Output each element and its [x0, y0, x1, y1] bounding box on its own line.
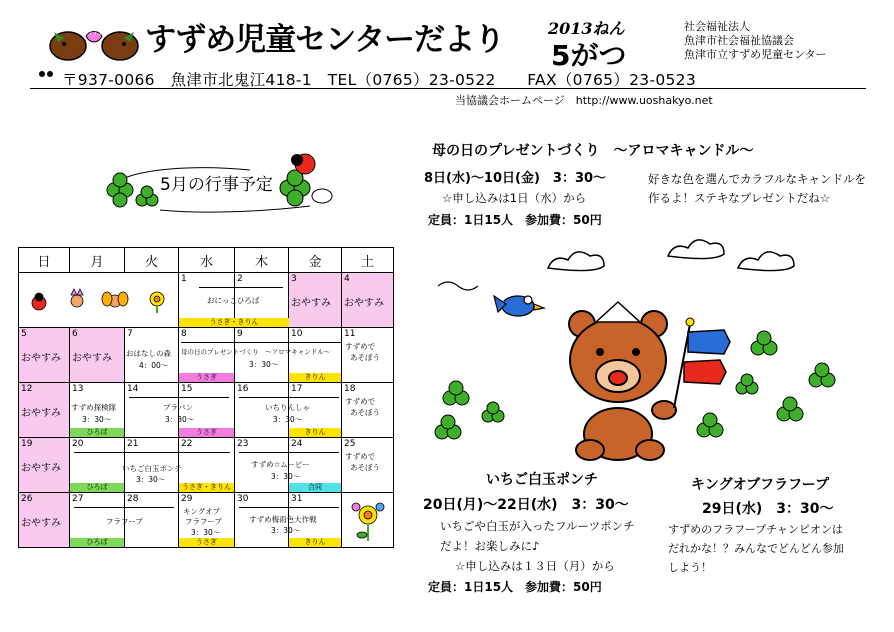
- event-desc-mothers-day: [648, 170, 866, 208]
- class-tag: うさぎ: [179, 373, 234, 382]
- day-number: 24: [291, 439, 303, 449]
- calendar-day[interactable]: [125, 328, 179, 383]
- event-label: いちご白玉ポンチ: [122, 464, 182, 473]
- class-tag: きりん: [289, 373, 341, 382]
- event-desc-line: 作るよ！ステキなプレゼントだね☆: [648, 191, 831, 205]
- holiday-label: おやすみ: [21, 408, 61, 419]
- day-number: 18: [344, 384, 356, 394]
- day-number: 27: [72, 494, 84, 504]
- weekday-header: 月: [70, 248, 125, 273]
- day-number: 19: [21, 439, 33, 449]
- holiday-label: おやすみ: [344, 298, 384, 309]
- calendar-day-holiday[interactable]: [342, 273, 394, 328]
- day-number: 2: [237, 274, 243, 284]
- calendar-day[interactable]: [289, 493, 342, 548]
- event-title-king: キングオブフラフープ: [691, 477, 830, 493]
- calendar-week: [19, 273, 394, 328]
- weekday-header: 水: [179, 248, 235, 273]
- event-time: 3：30～: [165, 415, 195, 424]
- event-title-ichigo: いちご白玉ポンチ: [486, 472, 598, 488]
- calendar-cell-empty: [342, 493, 394, 548]
- calendar-day[interactable]: [235, 328, 289, 383]
- calendar-day-holiday[interactable]: [70, 328, 125, 383]
- day-number: 7: [127, 329, 133, 339]
- day-number: 28: [127, 494, 139, 504]
- calendar-day[interactable]: [70, 383, 125, 438]
- org-line: 社会福祉法人: [684, 20, 750, 33]
- calendar-day[interactable]: [179, 273, 260, 328]
- sparrow-logo-icon: [46, 22, 142, 66]
- event-time: 4：00～: [139, 361, 169, 370]
- event-label: すずめで: [345, 342, 376, 351]
- weekday-header: 木: [235, 248, 289, 273]
- event-label: すずめで: [345, 452, 376, 461]
- calendar-day[interactable]: [289, 438, 342, 493]
- day-number: 22: [181, 439, 193, 449]
- event-date-ichigo: 20日(月)～22日(水) 3：30～: [423, 497, 629, 513]
- event-desc-line: 好きな色を選んでカラフルなキャンドルを: [648, 172, 867, 186]
- day-number: 13: [72, 384, 84, 394]
- calendar-day[interactable]: [342, 383, 394, 438]
- day-number: 12: [21, 384, 33, 394]
- event-label: あそぼう: [350, 353, 380, 362]
- calendar-week: [19, 328, 394, 383]
- holiday-label: おやすみ: [21, 463, 61, 474]
- holiday-label: おやすみ: [72, 353, 112, 364]
- calendar-day-holiday[interactable]: [19, 383, 70, 438]
- day-number: 10: [291, 329, 303, 339]
- event-label: おはなしの森: [126, 349, 171, 358]
- event-time: 3：30～: [271, 472, 301, 481]
- bear-carp-streamer-illustration: [428, 238, 868, 464]
- header-divider: [30, 88, 866, 89]
- calendar-day-holiday[interactable]: [19, 493, 70, 548]
- event-time: 3：30～: [82, 415, 112, 424]
- weekday-header: 金: [289, 248, 342, 273]
- calendar-day-holiday[interactable]: [19, 328, 70, 383]
- event-label: あそぼう: [350, 463, 380, 472]
- calendar-day[interactable]: [289, 328, 342, 383]
- holiday-label: おやすみ: [291, 298, 331, 309]
- event-label: すずめ梅雨色大作戦: [249, 515, 317, 524]
- calendar-day-holiday[interactable]: [289, 273, 342, 328]
- calendar-day[interactable]: [179, 493, 235, 548]
- event-desc-king: [668, 520, 844, 577]
- class-tag: ひろば: [70, 428, 124, 437]
- class-tag: ひろば: [70, 483, 124, 492]
- event-time: 3：30～: [271, 526, 301, 535]
- calendar-day-holiday[interactable]: [19, 438, 70, 493]
- event-label: すずめ☆ムービー: [251, 460, 310, 469]
- day-number: 30: [237, 494, 249, 504]
- event-desc-line: すずめのフラフープチャンピオンは: [668, 523, 843, 536]
- calendar-day[interactable]: [125, 493, 179, 548]
- day-number: 25: [344, 439, 356, 449]
- calendar-week: [19, 438, 394, 493]
- day-number: 16: [237, 384, 249, 394]
- calendar-day[interactable]: [125, 438, 179, 493]
- calendar-day[interactable]: [235, 273, 289, 328]
- event-date-mothers-day: 8日(水)～10日(金) 3：30～: [424, 171, 607, 186]
- class-tag: うさぎ: [179, 428, 234, 437]
- calendar-cell-empty: [19, 273, 179, 328]
- weekday-header: 火: [125, 248, 179, 273]
- class-tag: 合同: [289, 483, 341, 492]
- event-time: 3：30～: [249, 360, 279, 369]
- event-time: 3：30～: [273, 415, 303, 424]
- event-time: 3：30～: [191, 528, 221, 537]
- kids-illustration: [19, 273, 179, 327]
- dots-decoration: [36, 64, 56, 84]
- day-number: 14: [127, 384, 139, 394]
- day-number: 8: [181, 329, 187, 339]
- calendar-day[interactable]: [342, 328, 394, 383]
- schedule-title: 5月の行事予定: [160, 175, 273, 195]
- event-limit-ichigo: 定員：1日15人 参加費：50円: [428, 580, 602, 594]
- event-label: いちりんしゃ: [265, 403, 310, 412]
- class-tag: きりん: [289, 538, 341, 547]
- event-label: 母の日のプレゼントづくり ～アロマキャンドル～: [181, 348, 331, 356]
- class-tag: きりん: [289, 428, 341, 437]
- org-line: 魚津市立すずめ児童センター: [684, 48, 827, 61]
- day-number: 6: [72, 329, 78, 339]
- day-number: 11: [344, 329, 356, 339]
- calendar-week: [19, 493, 394, 548]
- calendar-day[interactable]: [179, 438, 235, 493]
- class-tag: うさぎ: [179, 538, 234, 547]
- day-number: 21: [127, 439, 139, 449]
- newsletter-title: すずめ児童センターだより: [145, 22, 505, 58]
- weekday-header: 土: [342, 248, 394, 273]
- class-tag: うさぎ・きりん: [179, 318, 289, 327]
- event-desc-line: しよう！: [668, 561, 712, 574]
- weekday-header-row: [19, 248, 394, 273]
- contact-address: 〒937-0066 魚津市北鬼江418-1 TEL（0765）23-0522 FAX（0765）23-0523: [62, 71, 696, 89]
- day-number: 15: [181, 384, 193, 394]
- class-tag: うさぎ・きりん: [179, 483, 234, 492]
- day-number: 29: [181, 494, 193, 504]
- org-line: 魚津市社会福祉協議会: [684, 34, 794, 47]
- issue-year: 2013ねん: [548, 19, 625, 38]
- calendar-day[interactable]: [179, 383, 235, 438]
- day-number: 1: [181, 274, 187, 284]
- day-number: 9: [237, 329, 243, 339]
- holiday-label: おやすみ: [21, 518, 61, 529]
- weekday-header: 日: [19, 248, 70, 273]
- event-label: プラバン: [163, 403, 193, 412]
- event-label: フラフープ: [106, 517, 143, 526]
- day-number: 4: [344, 274, 350, 284]
- event-desc-line: だれかな！？みんなでどんどん参加: [668, 542, 844, 555]
- calendar-week: [19, 383, 394, 438]
- mascot-tag: イイエ: [88, 31, 103, 37]
- day-number: 23: [237, 439, 249, 449]
- day-number: 3: [291, 274, 297, 284]
- day-number: 17: [291, 384, 303, 394]
- day-number: 5: [21, 329, 27, 339]
- calendar-day[interactable]: [289, 383, 342, 438]
- homepage-link[interactable]: 当協議会ホームページ http://www.uoshakyo.net: [455, 94, 713, 107]
- class-tag: ひろば: [70, 538, 124, 547]
- event-label: キングオブ: [183, 507, 221, 516]
- monthly-calendar: [18, 247, 394, 548]
- event-apply-mothers-day: ☆申し込みは1日（水）から: [442, 191, 587, 205]
- holiday-label: おやすみ: [21, 353, 61, 364]
- day-number: 20: [72, 439, 84, 449]
- flower-sun-icon: [342, 493, 394, 547]
- event-time: 3：30～: [136, 475, 166, 484]
- event-label: すずめ探検隊: [71, 403, 117, 412]
- day-number: 31: [291, 494, 303, 504]
- event-desc-line: だよ！お楽しみに♪: [440, 539, 540, 553]
- event-label: あそぼう: [350, 408, 380, 417]
- organization-block: [684, 20, 827, 62]
- event-label: すずめで: [345, 397, 376, 406]
- issue-month: 5がつ: [551, 39, 627, 72]
- day-number: 26: [21, 494, 33, 504]
- event-apply-ichigo: ☆申し込みは１３日（月）から: [455, 559, 615, 573]
- event-label: おにっこひろば: [207, 296, 260, 305]
- event-date-king: 29日(水) 3：30～: [702, 501, 834, 517]
- calendar-day[interactable]: [342, 438, 394, 493]
- event-title-mothers-day: 母の日のプレゼントづくり ～アロマキャンドル～: [432, 143, 754, 159]
- event-label: フラフープ: [185, 517, 222, 526]
- event-desc-line: いちごや白玉が入ったフルーツポンチ: [440, 519, 635, 533]
- event-limit-mothers-day: 定員：1日15人 参加費：50円: [428, 213, 602, 227]
